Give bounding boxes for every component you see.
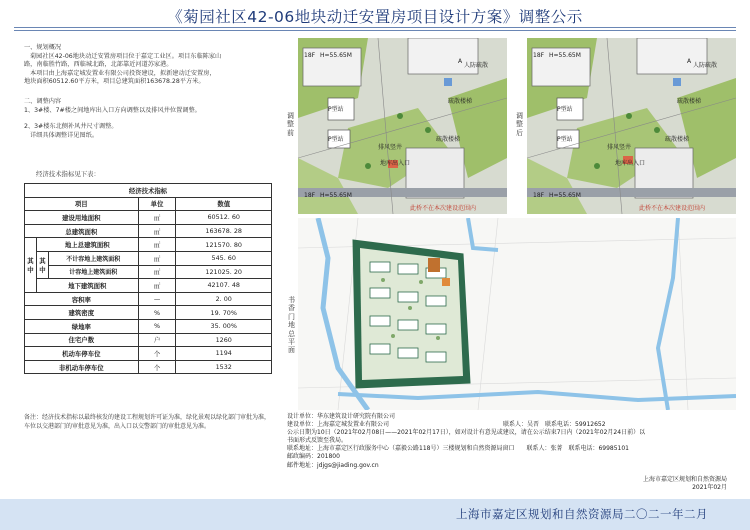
map-label-p1: P型站 [557,106,573,113]
table-caption: 经济技术指标见下表： [36,170,100,178]
table-title-row [25,184,272,198]
map-label-p1: P型站 [328,106,344,113]
row-name: 建筑密度 [25,306,139,320]
row-value: 163678. 28 [176,224,272,238]
row-unit: — [138,292,176,306]
map-label-stair: 疏散楼梯 [665,136,690,143]
map-label-guard: 疏散楼梯 [448,98,473,105]
adjust-item-2: 2、3#楼东北侧补风井尺寸调整。 [24,123,118,131]
overview-line: 菊园社区42-06地块动迁安置房项目位于嘉定工业区。项目东临陈家山 [30,52,222,60]
signature-date: 2021年02月 [692,484,727,492]
row-unit: ㎡ [138,279,176,293]
table-row [25,224,272,238]
map-label-p2: P型站 [557,136,573,143]
overview-line: 本项目由上海嘉定城发置业有限公司投资建设，拟新建动迁安置房， [30,69,216,77]
table-row [25,265,272,279]
row-value: 2. 00 [176,292,272,306]
table-row [25,251,272,265]
header-divider [14,27,736,28]
row-unit: 个 [138,360,176,374]
row-unit: % [138,319,176,333]
info-line: 设计单位：华东建筑设计研究院有限公司 [287,413,396,420]
adjust-heading: 二、调整内容 [24,97,62,105]
table-header-row [25,197,272,211]
table-row [25,292,272,306]
signature [560,476,727,493]
row-name: 非机动车停车位 [25,360,139,374]
row-value: 1194 [176,347,272,361]
map-label-a: A [458,58,463,65]
info-line: 公示日期为10日（2021年02月08日——2021年02月17日），如对设计有意见或建议，请在公示结束7日内（2021年02月24日前）以 [287,429,646,437]
map-label-h2: H=55.65M [549,192,581,199]
group-inner-label: 其中 [36,251,48,278]
overview-line: 地块面积60512.60平方米，项目总建筑面积163678.28平方米。 [24,78,205,86]
map-label-guard: 疏散楼梯 [677,98,702,105]
table-row [25,319,272,333]
map-label-18f-2: 18F [533,192,545,199]
map-label-pump: 人防疏散 [464,62,489,69]
row-unit: 个 [138,347,176,361]
row-value: 35. 00% [176,319,272,333]
site-plan-drawing [298,218,736,410]
info-line: 建设单位：上海嘉定城发置业有限公司 联系人：吴晋 联系电话：59912652 [287,421,606,429]
table-row [25,279,272,293]
row-value: 1260 [176,333,272,347]
footer-bar [0,499,750,530]
adjust-item-1: 1、3#楼、7#楼之间地库出入口方向调整以及排风井位置调整。 [24,106,201,114]
row-name: 地上总建筑面积 [36,238,138,252]
table-note: 备注：经济技术指标以最终核发的建设工程规划许可证为准，绿化景观以绿化部门审批为准，车位以交港部门的审批意见为准，出入口以交警部门的审批意见为准。 [24,414,271,430]
page-title: 《菊园社区42-06地块动迁安置房项目设计方案》调整公示 [167,8,583,26]
table-row [25,333,272,347]
overview-line: 路，南临胜竹路，西临城北路，北部靠近河道苏家港。 [24,61,173,69]
signature-org: 上海市嘉定区规划和自然资源局 [642,476,727,483]
row-value: 121570. 80 [176,238,272,252]
tech-table [24,183,272,374]
header-value: 数值 [176,197,272,211]
map-label-note: 排风竖井 [607,144,632,151]
plan-after [527,38,736,214]
row-name: 地下建筑面积 [36,279,138,293]
header-item: 项目 [25,197,139,211]
row-value: 19. 70% [176,306,272,320]
after-label: 调整后 [516,112,523,137]
row-name: 住宅户数 [25,333,139,347]
site-label: 书香门地总平面 [288,296,295,355]
row-value: 60512. 60 [176,211,272,225]
table-row [25,238,272,252]
row-value: 1532 [176,360,272,374]
map-label-18f-2: 18F [304,192,316,199]
header-unit: 单位 [138,197,176,211]
row-unit: 户 [138,333,176,347]
before-label: 调整前 [287,112,294,137]
map-label-entry: 地库出入口 [615,160,646,167]
row-value: 42107. 48 [176,279,272,293]
header-divider-2 [14,30,736,31]
info-block [287,413,737,470]
map-label-note: 排风竖井 [378,144,403,151]
map-label-18f: 18F [533,52,545,59]
site-plan [298,218,736,410]
row-unit: ㎡ [138,211,176,225]
row-name: 建设用地面积 [25,211,139,225]
map-label-stair: 疏散楼梯 [436,136,461,143]
row-name: 机动车停车位 [25,347,139,361]
row-name: 计容地上建筑面积 [48,265,138,279]
map-label-h: H=55.65M [549,52,581,59]
info-line: 书面形式反馈至我局。 [287,437,348,445]
map-label-h: H=55.65M [320,52,352,59]
row-unit: % [138,306,176,320]
row-value: 545. 60 [176,251,272,265]
table-row [25,347,272,361]
table-row [25,306,272,320]
table-row [25,211,272,225]
row-unit: ㎡ [138,265,176,279]
map-label-p2: P型站 [328,136,344,143]
row-name: 不计容地上建筑面积 [48,251,138,265]
map-label-pump: 人防疏散 [693,62,718,69]
table-row [25,360,272,374]
table-title: 经济技术指标 [25,184,272,198]
row-name: 容积率 [25,292,139,306]
overview-section [24,44,272,140]
row-unit: ㎡ [138,224,176,238]
map-label-bottom: 此桥不在本次建设范围内 [410,205,477,212]
info-line: 邮件地址：jdjgs@jiading.gov.cn [287,461,379,469]
row-unit: ㎡ [138,251,176,265]
map-label-bottom: 此桥不在本次建设范围内 [639,205,706,212]
row-value: 121025. 20 [176,265,272,279]
info-line: 邮政编码：201800 [287,453,340,461]
map-label-h2: H=55.65M [320,192,352,199]
overview-heading: 一、规划概况 [24,44,62,51]
row-name: 绿地率 [25,319,139,333]
adjust-item-2b: 详细具体调整详见图纸。 [30,131,99,139]
map-label-18f: 18F [304,52,316,59]
footer-text: 上海市嘉定区规划和自然资源局二〇二一年二月 [456,507,708,521]
info-line: 联系地址：上海市嘉定区行政服务中心（嘉毅公路118号）三楼规划和自然资源局窗口 联系人：张菁 联系电话：69985101 [287,445,629,453]
group-outer-label: 其中 [25,238,37,292]
row-name: 总建筑面积 [25,224,139,238]
row-unit: ㎡ [138,238,176,252]
map-label-entry: 地库出入口 [380,160,411,167]
plan-before [298,38,507,214]
map-label-a: A [687,58,692,65]
